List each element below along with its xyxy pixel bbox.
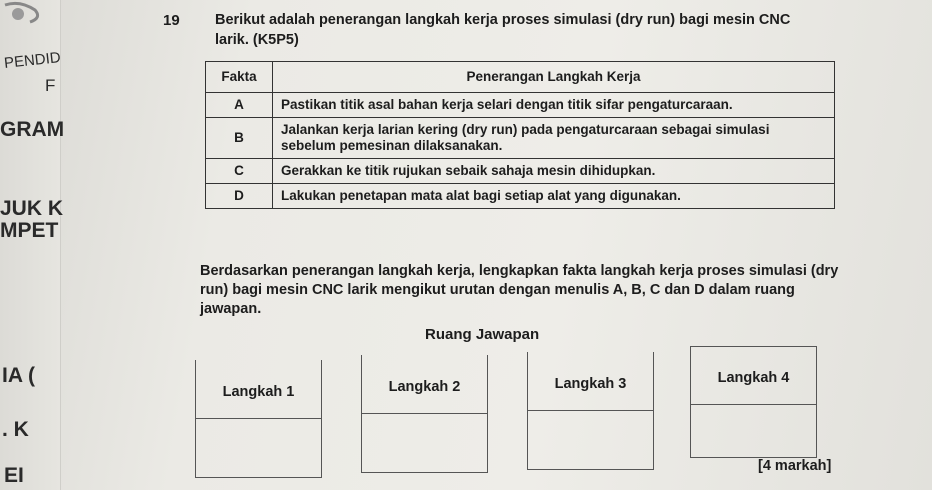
table-row	[206, 184, 835, 209]
table-header-row	[206, 62, 835, 93]
divider	[362, 472, 487, 473]
table-row	[206, 118, 835, 159]
margin-fragment-1: PENDID	[3, 49, 62, 72]
header-penerangan: Penerangan Langkah Kerja	[273, 62, 835, 93]
divider	[196, 477, 321, 478]
description-cell: Jalankan kerja larian kering (dry run) pada pengaturcaraan sebagai simulasi sebelum pemesinan dilaksanakan.	[273, 118, 835, 159]
fakta-cell: A	[206, 93, 273, 118]
divider	[362, 413, 487, 414]
margin-fragment-5: MPET	[0, 219, 59, 242]
question-number: 19	[163, 12, 180, 29]
margin-fragment-3: GRAM	[0, 118, 65, 141]
fakta-cell: C	[206, 159, 273, 184]
description-cell: Gerakkan ke titik rujukan sebaik sahaja mesin dihidupkan.	[273, 159, 835, 184]
margin-fragment-6: IA (	[2, 364, 36, 387]
divider	[528, 410, 653, 411]
margin-fragment-7: . K	[2, 418, 29, 441]
answer-box-step-4[interactable]	[690, 346, 817, 458]
facts-table	[205, 61, 835, 209]
answer-box-step-3[interactable]	[527, 352, 654, 470]
answer-box-step-2[interactable]	[361, 355, 488, 473]
description-cell: Lakukan penetapan mata alat bagi setiap alat yang digunakan.	[273, 184, 835, 209]
facing-page-edge	[0, 0, 64, 490]
instruction-text: Berdasarkan penerangan langkah kerja, lengkapkan fakta langkah kerja proses simulasi (dry run) bagi mesin CNC larik mengikut urutan dengan menulis A, B, C dan D dalam ruang jawapan.	[200, 263, 839, 317]
answer-space-title: Ruang Jawapan	[425, 326, 540, 343]
divider	[691, 346, 816, 347]
table-row	[206, 93, 835, 118]
margin-fragment-2: F	[45, 76, 56, 95]
divider	[196, 418, 321, 419]
margin-fragment-4: JUK K	[0, 197, 64, 220]
description-cell: Pastikan titik asal bahan kerja selari dengan titik sifar pengaturcaraan.	[273, 93, 835, 118]
step-label: Langkah 1	[222, 384, 295, 400]
step-label: Langkah 3	[554, 376, 627, 392]
header-fakta: Fakta	[206, 62, 273, 93]
table-row	[206, 159, 835, 184]
divider	[691, 404, 816, 405]
fakta-cell: B	[206, 118, 273, 159]
marks-label: [4 markah]	[758, 458, 832, 474]
answer-box-step-1[interactable]	[195, 360, 322, 478]
step-label: Langkah 4	[717, 370, 790, 386]
step-label: Langkah 2	[388, 379, 461, 395]
margin-fragment-8: EI	[4, 464, 24, 487]
divider	[528, 469, 653, 470]
fakta-cell: D	[206, 184, 273, 209]
question-stem: Berikut adalah penerangan langkah kerja proses simulasi (dry run) bagi mesin CNC larik. (K5P5)	[215, 12, 791, 48]
